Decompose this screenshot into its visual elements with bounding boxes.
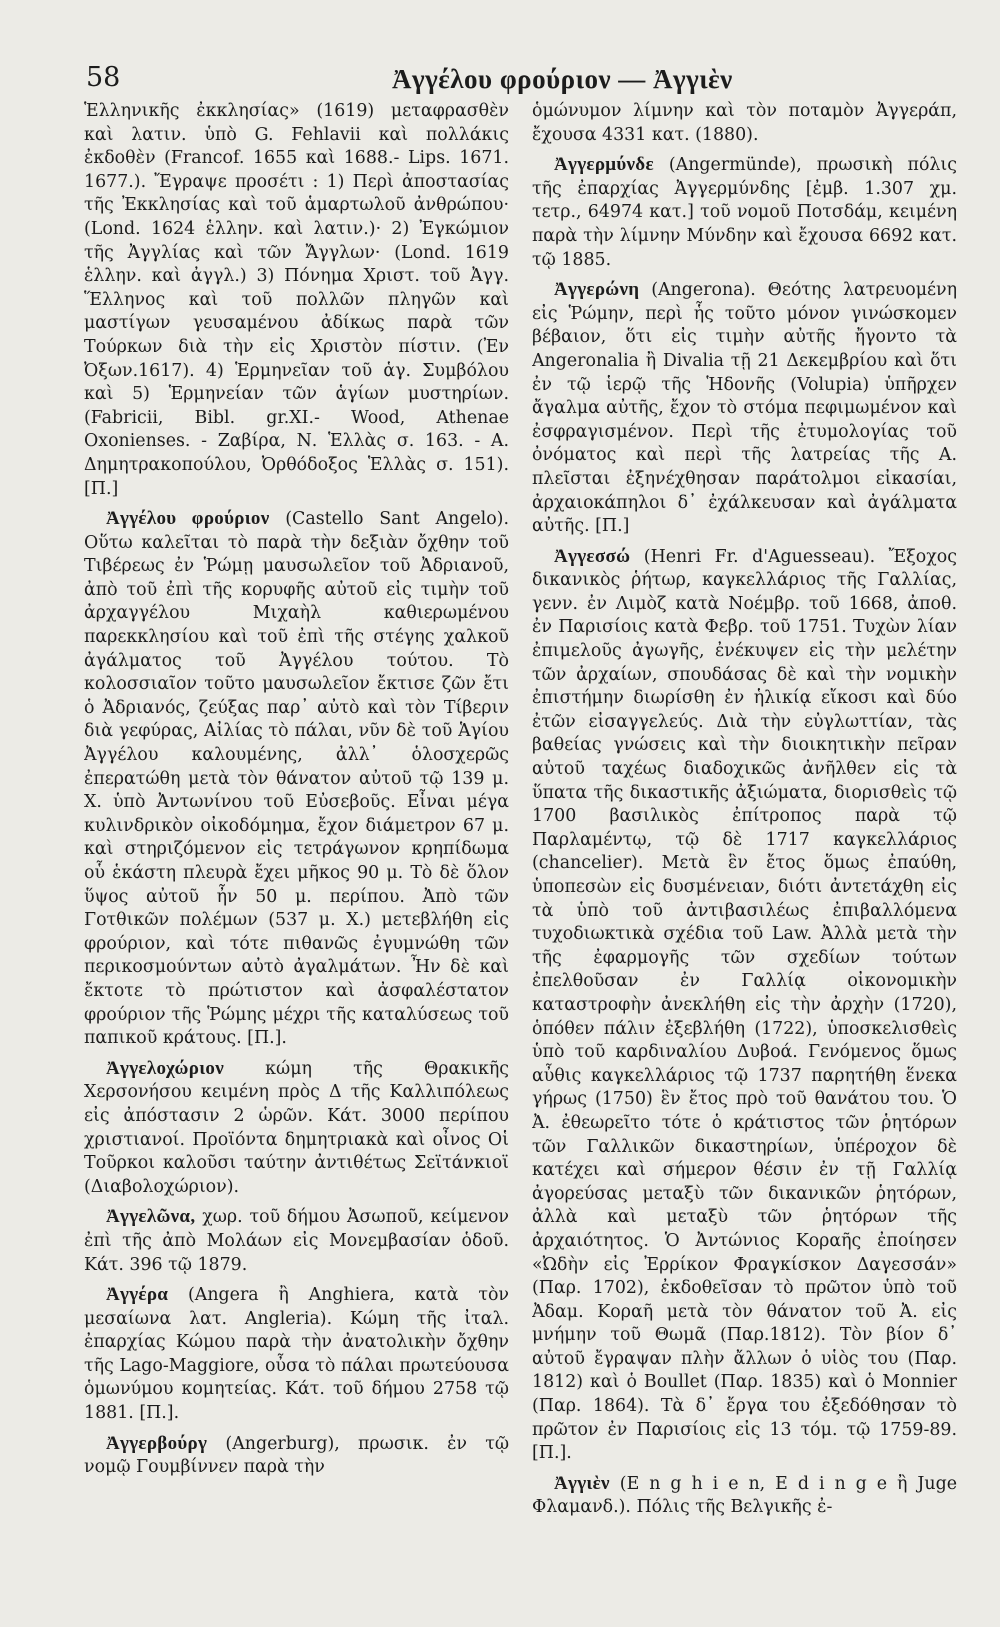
dictionary-entry <box>84 507 509 1051</box>
entry-text: (E n g h i e n, E d i n g e ἢ Juge Φλαμανδ.). Πόλις τῆς Βελγικῆς ἐ- <box>532 1473 957 1518</box>
dictionary-entry <box>532 153 957 272</box>
entry-headword: Ἀγγέλου φρούριον <box>106 508 270 530</box>
right-column <box>532 100 957 1605</box>
continued-text <box>532 100 957 147</box>
entry-headword: Ἀγγεσσώ <box>554 545 631 567</box>
entry-text: (Angerburg), πρωσικ. ἐν τῷ νομῷ Γουμβίννεν παρὰ τὴν <box>84 1433 509 1478</box>
dictionary-entry <box>84 1432 509 1480</box>
entry-text: (Henri Fr. d'Aguesseau). Ἔξοχος δικανικὸς ῥήτωρ, καγκελλάριος τῆς Γαλλίας, γενν. ἐν Λιμὸζ κατὰ Νοέμβρ. τοῦ 1668, ἀποθ. ἐν Παρισίοις κατὰ Φεβρ. τοῦ 1751. Τυχὼν λίαν ἐπιμελοῦς ἀγωγῆς, ἐνέκυψεν εἰς τὴν μελέτην τῶν ἀρχαίων, σπουδάσας δὲ καὶ τὴν νομικὴν ἐπιστήμην διωρίσθη ἐν ἡλικίᾳ εἴκοσι καὶ δύο ἐτῶν εἰσαγγελεύς. Διὰ τὴν εὐγλωττίαν, τὰς βαθείας γνώσεις καὶ τὴν διοικητικὴν πεῖραν αὐτοῦ ταχέως διαδοχικῶς ἀνῆλθεν εἰς τὰ ὕπατα τῆς δικαστικῆς ἀξιώματα, διορισθεὶς τῷ 1700 βασιλικὸς ἐπίτροπος παρὰ τῷ Παρλαμέντῳ, τῷ δὲ 1717 καγκελλάριος (chancelier). Μετὰ ἓν ἔτος ὅμως ἐπαύθη, ὑποπεσὼν εἰς δυσμένειαν, διότι ἀντετάχθη εἰς τὰ ὑπὸ τοῦ ἀντιβασιλέως ἐπιβαλλόμενα τυχοδιωκτικὰ σχέδια τοῦ Law. Ἀλλὰ μετὰ τὴν τῆς ἐφαρμογῆς τῶν σχεδίων τούτων ἐπελθοῦσαν ἐν Γαλλίᾳ οἰκονομικὴν καταστροφὴν ἀνεκλήθη εἰς τὴν ἀρχὴν (1720), ὁπόθεν πάλιν ἐξεβλήθη (1722), ὑποσκελισθεὶς ὑπὸ τοῦ καρδιναλίου Δυβοά. Γενόμενος ὅμως αὖθις καγκελλάριος τῷ 1737 παρητήθη ἕνεκα γήρως (1750) ἓν ἔτος πρὸ τοῦ θανάτου του. Ὁ Ἀ. ἐθεωρεῖτο τότε ὁ κράτιστος τῶν ῥητόρων τῶν Γαλλικῶν δικαστηρίων, ὑπέροχον δὲ κατέχει καὶ σήμερον θέσιν ἐν τῇ Γαλλίᾳ ἀγορεύσας μεταξὺ τῶν δικανικῶν ῥητόρων, ἀλλὰ καὶ μεταξὺ τῶν ῥητόρων τῆς ἀρχαιότητος. Ὁ Ἀντώνιος Κοραῆς ἐποίησεν «Ὠδὴν εἰς Ἐρρίκον Φραγκίσκον Δαγεσσάν» (Παρ. 1702), ἐκδοθεῖσαν τὸ πρῶτον ὑπὸ τοῦ Ἀδαμ. Κοραῆ μετὰ τὸν θάνατον τοῦ Ἀ. εἰς μνήμην τοῦ Θωμᾶ (Παρ.1812). Τὸν βίον δ᾽ αὐτοῦ ἔγραψαν πλὴν ἄλλων ὁ υἱὸς του (Παρ. 1812) καὶ ὁ Boullet (Παρ. 1835) καὶ ὁ Monnier (Παρ. 1864). Τὰ δ᾽ ἔργα του ἐξεδόθησαν τὸ πρῶτον ἐν Παρισίοις εἰς 13 τόμ. τῷ 1759-89. [Π.]. <box>532 546 957 1464</box>
entry-headword: Ἀγγελῶνα, <box>106 1206 196 1228</box>
entry-headword: Ἀγγερμύνδε <box>554 154 654 176</box>
dictionary-entry <box>84 1205 509 1277</box>
dictionary-entry <box>84 1283 509 1426</box>
entry-text: ὁμώνυμον λίμνην καὶ τὸν ποταμὸν Ἀγγεράπ, ἔχουσα 4331 κατ. (1880). <box>532 101 957 145</box>
entry-text: (Angera ἢ Anghiera, κατὰ τὸν μεσαίωνα λατ. Angleria). Κώμη τῆς ἰταλ. ἐπαρχίας Κώμου παρὰ τὴν ἀνατολικὴν ὄχθην τῆς Lago-Maggiore, οὖσα τὸ πάλαι πρωτεύουσα ὁμωνύμου κομητείας. Κάτ. τοῦ δήμου 2758 τῷ 1881. [Π.]. <box>84 1285 509 1424</box>
page-header <box>86 62 966 102</box>
entry-headword: Ἀγγιὲν <box>554 1472 610 1494</box>
running-title: Ἀγγέλου φρούριον — Ἀγγιὲν <box>392 64 733 94</box>
dictionary-entry <box>532 545 957 1466</box>
entry-text: (Angerona). Θεότης λατρευομένη εἰς Ῥώμην, περὶ ἧς τοῦτο μόνον γινώσκομεν βέβαιον, ὅτι εἰς τιμὴν αὐτῆς ἤγοντο τὰ Angeronalia ἢ Divalia τῇ 21 Δεκεμβρίου καὶ ὅτι ἐν τῷ ἱερῷ τῆς Ἡδονῆς (Volupia) ὑπῆρχεν ἄγαλμα αὐτῆς, ἔχον τὸ στόμα πεφιμωμένον καὶ ἐσφραγισμένον. Περὶ τῆς ἐτυμολογίας τοῦ ὀνόματος καὶ περὶ τῆς λατρείας τῆς Α. πλεῖσται ἐξηνέχθησαν παράτολμοι εἰκασίαι, ἀρχαιοκάπηλοι δ᾽ ἐχάλκευσαν καὶ ἀγάλματα αὐτῆς. [Π.] <box>532 280 957 537</box>
entry-headword: Ἀγγερώνη <box>554 279 640 301</box>
entry-text: (Angermünde), πρωσικὴ πόλις τῆς ἐπαρχίας Ἀγγερμύνδης [ἐμβ. 1.307 χμ. τετρ., 64974 κατ.] τοῦ νομοῦ Ποτσδάμ, κειμένη παρὰ τὴν λίμνην Μύνδην καὶ ἔχουσα 6692 κατ. τῷ 1885. <box>532 155 957 270</box>
left-column <box>84 100 509 1605</box>
entry-headword: Ἀγγερβούργ <box>106 1432 208 1454</box>
dictionary-entry <box>532 1472 957 1520</box>
page-number: 58 <box>86 62 121 93</box>
entry-text: Ἑλληνικῆς ἐκκλησίας» (1619) μεταφρασθὲν καὶ λατιν. ὑπὸ G. Fehlavii καὶ πολλάκις ἐκδοθὲν (Francof. 1655 καὶ 1688.- Lips. 1671. 1677.). Ἔγραψε προσέτι : 1) Περὶ ἀποστασίας τῆς Ἐκκλησίας καὶ τοῦ ἁμαρτωλοῦ ἀνθρώπου· (Lond. 1624 ἑλλην. καὶ λατιν.)· 2) Ἐγκώμιον τῆς Ἀγγλίας καὶ τῶν Ἄγγλων· (Lond. 1619 ἑλλην. καὶ ἀγγλ.) 3) Πόνημα Χριστ. τοῦ Ἀγγ. Ἕλληνος καὶ τοῦ πολλῶν πληγῶν καὶ μαστίγων γευσαμένου ἀδίκως παρὰ τῶν Τούρκων διὰ τὴν εἰς Χριστὸν πίστιν. (Ἐν Ὀξων.1617). 4) Ἑρμηνεῖαν τοῦ ἁγ. Συμβόλου καὶ 5) Ἑρμηνείαν τῶν ἁγίων μυστηρίων. (Fabricii, Bibl. gr.XI.- Wood, Athenae Oxonienses. - Ζαβίρα, Ν. Ἑλλὰς σ. 163. - Α. Δημητρακοπούλου, Ὀρθόδοξος Ἑλλὰς σ. 151). [Π.] <box>84 101 509 499</box>
text-columns <box>84 100 964 1605</box>
continued-text <box>84 100 509 501</box>
entry-text: χωρ. τοῦ δήμου Ἀσωποῦ, κείμενον ἐπὶ τῆς ἀπὸ Μολάων εἰς Μονεμβασίαν ὁδοῦ. Κάτ. 396 τῷ 1879. <box>84 1207 509 1275</box>
entry-headword: Ἀγγέρα <box>106 1284 169 1306</box>
dictionary-entry <box>532 278 957 539</box>
entry-headword: Ἀγγελοχώριον <box>106 1057 224 1079</box>
entry-text: (Castello Sant Angelo). Οὕτω καλεῖται τὸ παρὰ τὴν δεξιὰν ὄχθην τοῦ Τιβέρεως ἐν Ῥώμῃ μαυσωλεῖον τοῦ Ἀδριανοῦ, ἀπὸ τοῦ ἐπὶ τῆς κορυφῆς αὐτοῦ εἰς τιμὴν τοῦ ἀρχαγγέλου Μιχαὴλ καθιερωμένου παρεκκλησίου καὶ τοῦ ἐπὶ τῆς στέγης χαλκοῦ ἀγάλματος τοῦ Ἀγγέλου τούτου. Τὸ κολοσσιαῖον τοῦτο μαυσωλεῖον ἔκτισε ζῶν ἔτι ὁ Ἀδριανός, ζεύξας παρ᾽ αὐτὸ καὶ τὸν Τίβεριν διὰ γεφύρας, Αἰλίας τὸ πάλαι, νῦν δὲ τοῦ Ἁγίου Ἀγγέλου καλουμένης, ἀλλ᾽ ὁλοσχερῶς ἐπερατώθη μετὰ τὸν θάνατον αὐτοῦ τῷ 139 μ. Χ. ὑπὸ Ἀντωνίνου τοῦ Εὐσεβοῦς. Εἶναι μέγα κυλινδρικὸν οἰκοδόμημα, ἔχον διάμετρον 67 μ. καὶ στηριζόμενον εἰς τετράγωνον κρηπίδωμα οὗ ἑκάστη πλευρὰ ἔχει μῆκος 90 μ. Τὸ δὲ ὅλον ὕψος αὐτοῦ ἦν 50 μ. περίπου. Ἀπὸ τῶν Γοτθικῶν πολέμων (537 μ. Χ.) μετεβλήθη εἰς φρούριον, καὶ τότε πιθανῶς ἐγυμνώθη τῶν περικοσμούντων αὐτὸ ἀγαλμάτων. Ἦν δὲ καὶ ἔκτοτε τὸ πρώτιστον καὶ ἀσφαλέστατον φρούριον τῆς Ῥώμης μέχρι τῆς καταλύσεως τοῦ παπικοῦ κράτους. [Π.]. <box>84 509 509 1049</box>
entry-text: κώμη τῆς Θρακικῆς Χερσονήσου κειμένη πρὸς Δ τῆς Καλλιπόλεως εἰς ἀπόστασιν 2 ὡρῶν. Κάτ. 3000 περίπου χριστιανοί. Προϊόντα δημητριακὰ καὶ οἶνος Οἱ Τοῦρκοι καλοῦσι ταύτην ἀντιθέτως Σεϊτάνκιοϊ (Διαβολοχώριον). <box>84 1058 509 1197</box>
dictionary-entry <box>84 1057 509 1200</box>
